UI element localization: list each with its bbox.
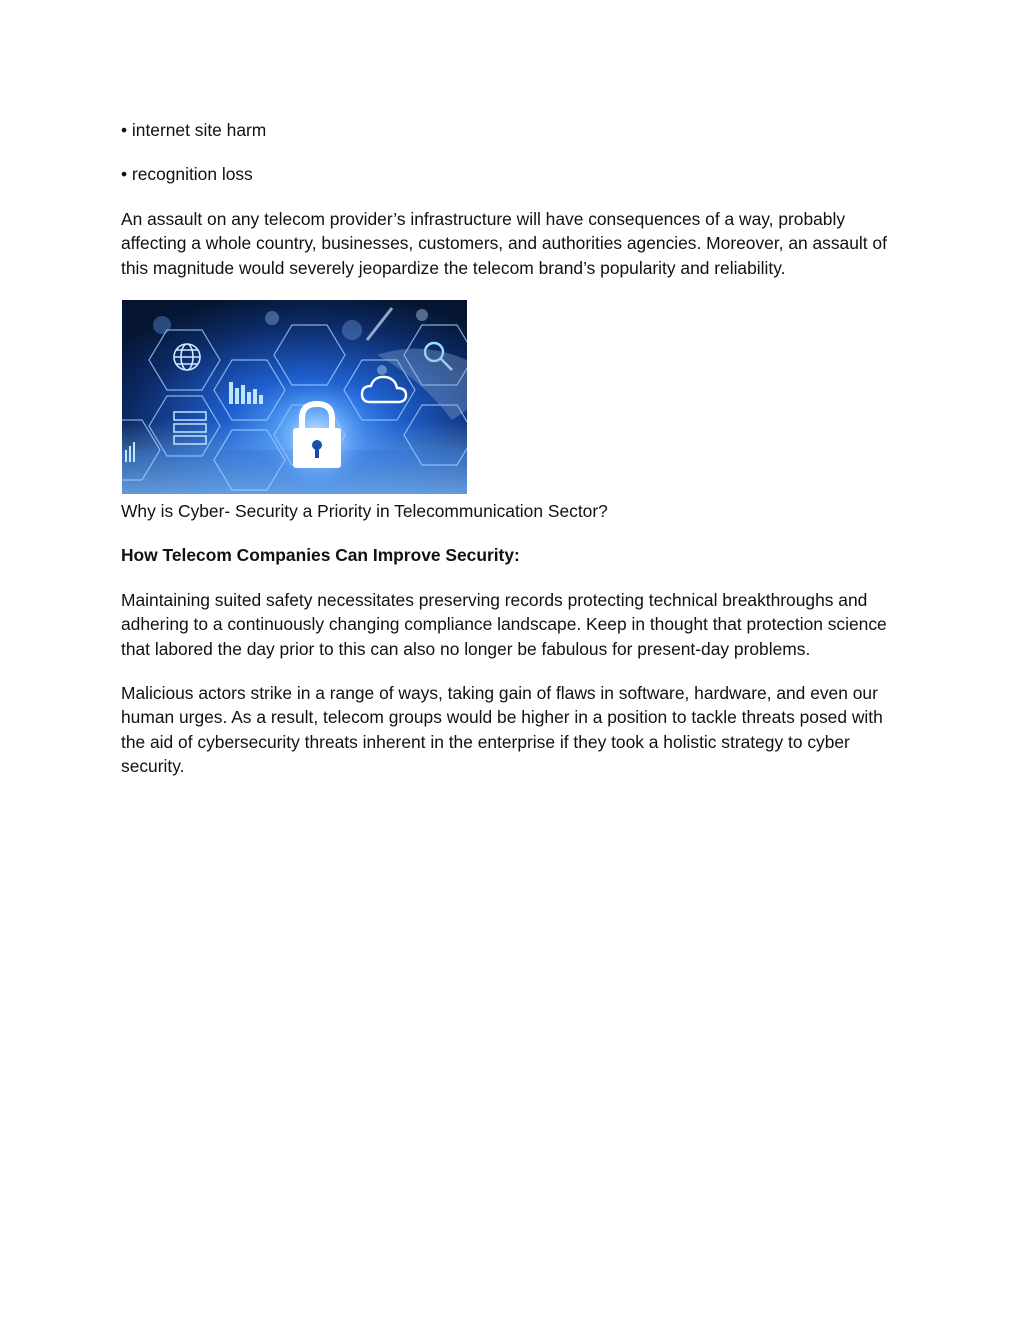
figure-caption: Why is Cyber- Security a Priority in Telecommunication Sector? bbox=[121, 501, 608, 522]
paragraph-assault-consequences: An assault on any telecom provider’s infrastructure will have consequences of a way, probably affecting a whole country, businesses, customers, and authorities agencies. Moreover, an assault of this magnitude would severely jeopardize the telecom brand’s popularity and reliability. bbox=[121, 208, 887, 278]
cybersecurity-illustration bbox=[122, 300, 467, 494]
bullet-item-website-harm: • internet site harm bbox=[121, 120, 267, 140]
bullet-item-recognition-loss: • recognition loss bbox=[121, 164, 253, 185]
document-body bbox=[121, 118, 911, 799]
paragraph-malicious-actors: Malicious actors strike in a range of ways, taking gain of flaws in software, hardware, and even our human urges. As a result, telecom groups would be higher in a position to tackle threats posed with the aid of cybersecurity threats inherent in the enterprise if they took a holistic strategy to cyber security. bbox=[121, 683, 883, 777]
paragraph-maintaining-safety: Maintaining suited safety necessitates preserving records protecting technical breakthroughs and adhering to a continuously changing compliance landscape. Keep in thought that protection science that labored the day prior to this can also no longer be fabulous for present-day problems. bbox=[121, 589, 887, 659]
section-heading: How Telecom Companies Can Improve Security: bbox=[121, 545, 520, 566]
